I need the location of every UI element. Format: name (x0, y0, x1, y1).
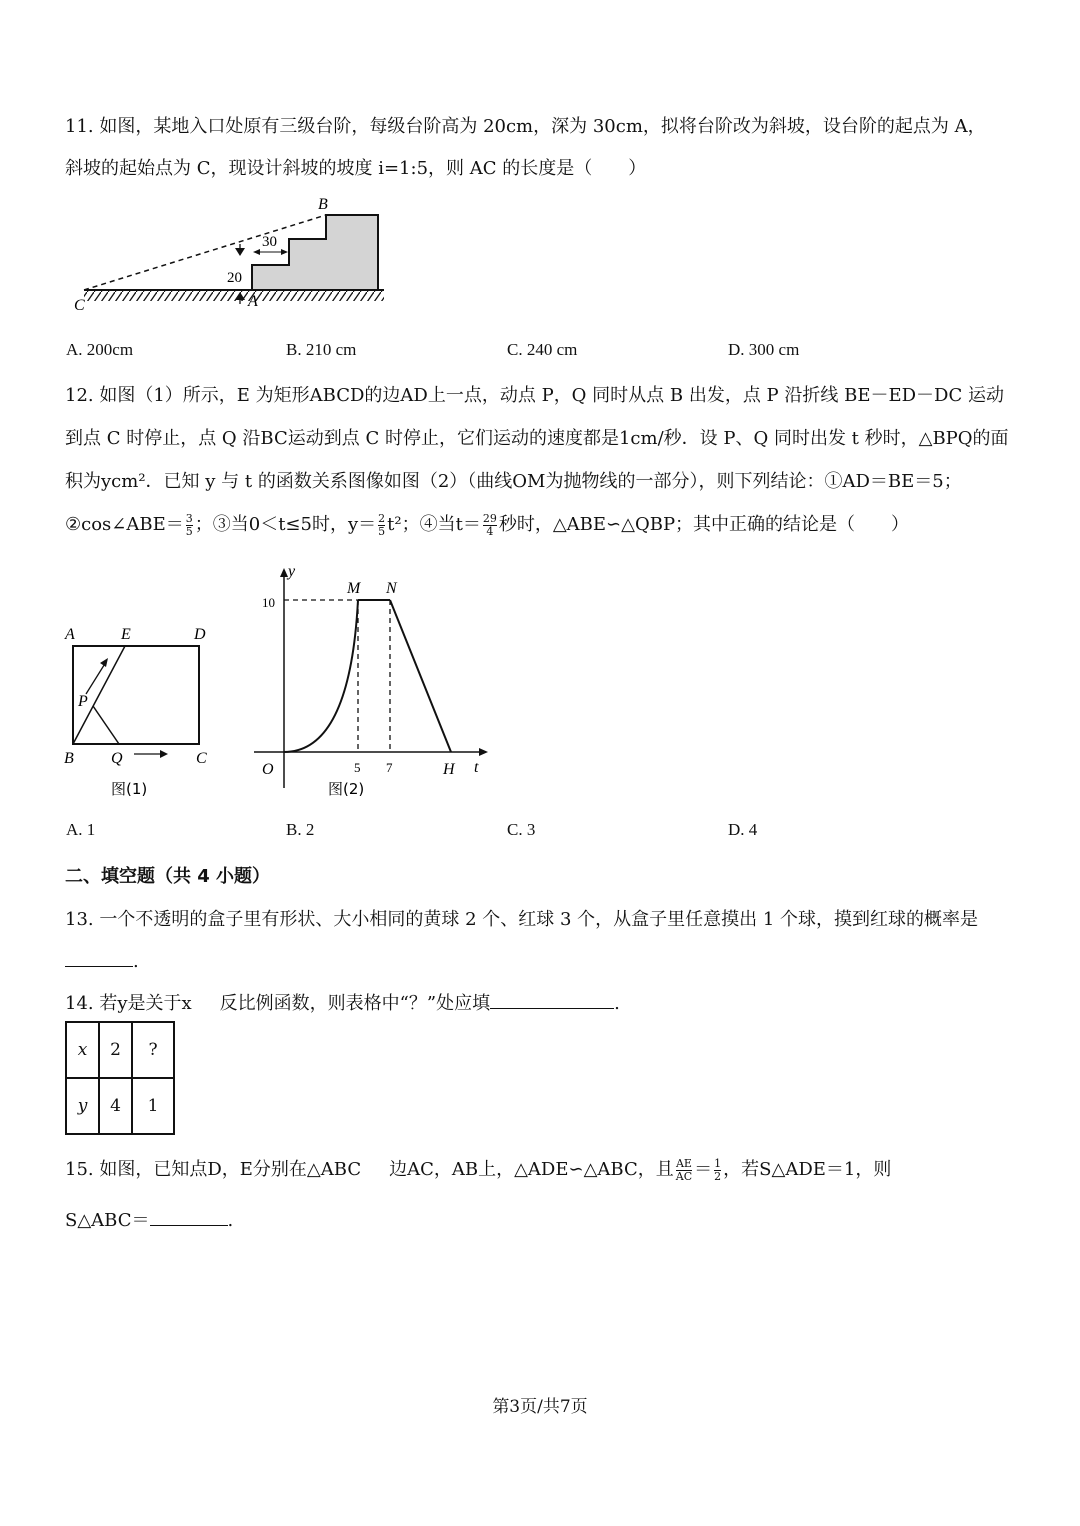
q12-line1: 12. 如图（1）所示，E 为矩形ABCD的边AD上一点，动点 P，Q 同时从点 B 出发，点 P 沿折线 BE－ED－DC 运动 (65, 385, 1004, 406)
rectangle-abcd (73, 646, 199, 744)
frac-ac: AC (675, 1169, 693, 1183)
half-den: 2 (714, 1169, 722, 1183)
tick-5: 5 (354, 760, 361, 775)
label-c: C (74, 297, 85, 314)
q13-end: . (133, 951, 139, 972)
table-row-x (66, 1022, 174, 1078)
q15-text-c: ＝ (694, 1159, 713, 1180)
cell-y-2: 1 (132, 1078, 174, 1134)
segment-nh (390, 600, 451, 752)
q12-choice-a: A. 1 (66, 820, 96, 839)
segment-pq (93, 706, 119, 744)
label-t: t (474, 759, 479, 776)
caption-fig2: 图(2) (328, 780, 365, 798)
q14-text-a: 14. 若y是关于x (65, 993, 192, 1014)
caption-fig1: 图(1) (111, 780, 148, 798)
cos-den: 5 (185, 524, 193, 538)
q15-end: . (227, 1210, 234, 1231)
label-d: D (194, 626, 206, 643)
q11-choice-c: C. 240 cm (507, 340, 578, 359)
frac-ae: AE (675, 1156, 692, 1170)
y-num: 2 (378, 511, 386, 525)
q12-line4-c: t²；④当t＝ (387, 514, 481, 535)
label-a: A (248, 293, 258, 310)
cell-x-label: x (66, 1022, 99, 1078)
q11-line2: 斜坡的起始点为 C，现设计斜坡的坡度 i=1:5，则 AC 的长度是（ ） (65, 158, 647, 179)
q11-choice-a: A. 200cm (66, 340, 134, 359)
label-y: y (288, 563, 296, 580)
cell-x-1: 2 (99, 1022, 132, 1078)
tick-7: 7 (386, 760, 393, 775)
t-fraction (483, 513, 497, 538)
cos-fraction (186, 513, 193, 538)
y-fraction (378, 513, 385, 538)
q14-text-b: 反比例函数，则表格中“？”处应填 (219, 993, 491, 1014)
q11-line1: 11. 如图，某地入口处原有三级台阶，每级台阶高为 20cm，深为 30cm，拟将台阶改为斜坡，设台阶的起点为 A， (65, 116, 986, 137)
label-depth-30: 30 (262, 234, 277, 250)
q14-end: . (614, 993, 620, 1014)
q15-answer-blank[interactable] (150, 1209, 228, 1226)
label-m: M (347, 580, 361, 597)
label-b: B (64, 750, 74, 767)
half-fraction (714, 1158, 721, 1183)
label-c: C (196, 750, 207, 767)
label-e: E (121, 626, 131, 643)
label-h: H (443, 761, 455, 778)
label-n: N (386, 580, 397, 597)
label-o: O (262, 761, 274, 778)
t-num: 29 (482, 511, 497, 525)
label-height-20: 20 (227, 270, 242, 286)
q13-answer-blank[interactable] (65, 950, 133, 967)
q12-line4-d: 秒时，△ABE∽△QBP；其中正确的结论是（ ） (498, 514, 910, 535)
q12-choice-c: C. 3 (507, 820, 536, 839)
q12-figure-1-rectangle (56, 620, 226, 805)
cell-y-label: y (66, 1078, 99, 1134)
q12-line4-b: ；③当0＜t≤5时，y＝ (194, 514, 377, 535)
section-2-heading: 二、填空题（共 4 小题） (65, 866, 271, 887)
q11-choice-b: B. 210 cm (286, 340, 357, 359)
q14-line (65, 989, 620, 1015)
q13-answer-line (65, 950, 139, 972)
q11-staircase-figure (66, 192, 396, 317)
q12-choice-d: D. 4 (728, 820, 758, 839)
q15-line2-text: S△ABC＝ (65, 1210, 150, 1231)
table-row-y (66, 1078, 174, 1134)
q15-line2 (65, 1206, 233, 1232)
q14-answer-blank[interactable] (490, 992, 614, 1009)
label-a: A (65, 626, 75, 643)
cell-y-1: 4 (99, 1078, 132, 1134)
q11-choice-d: D. 300 cm (728, 340, 800, 359)
q12-line3: 积为ycm²．已知 y 与 t 的函数关系图像如图（2）（曲线OM为抛物线的一部分），则下列结论：①AD＝BE＝5； (65, 471, 962, 492)
q14-table (65, 1021, 175, 1135)
q15-text-b: 边AC，AB上，△ADE∽△ABC，且 (389, 1159, 674, 1180)
tick-10: 10 (262, 595, 275, 610)
q15-text-a: 15. 如图，已知点D，E分别在△ABC (65, 1159, 362, 1180)
cos-num: 3 (185, 511, 193, 525)
page-number: 第3页/共7页 (492, 1397, 588, 1417)
q15-line1 (65, 1155, 891, 1183)
curve-om (284, 600, 358, 752)
cell-x-2: ? (132, 1022, 174, 1078)
q12-line4-a: ②cos∠ABE＝ (65, 514, 184, 535)
q12-line2: 到点 C 时停止，点 Q 沿BC运动到点 C 时停止，它们运动的速度都是1cm/秒．设 P、Q 同时出发 t 秒时，△BPQ的面 (65, 428, 1009, 449)
y-den: 5 (378, 524, 386, 538)
label-q: Q (111, 750, 123, 767)
q12-choice-b: B. 2 (286, 820, 315, 839)
q12-line4 (65, 510, 909, 538)
t-den: 4 (486, 524, 494, 538)
half-num: 1 (714, 1156, 722, 1170)
label-b: B (318, 196, 328, 213)
q12-figure-2-graph (250, 560, 495, 805)
ae-ac-fraction (676, 1158, 692, 1183)
q15-text-d: ，若S△ADE＝1，则 (723, 1159, 892, 1180)
q13-line1: 13. 一个不透明的盒子里有形状、大小相同的黄球 2 个、红球 3 个，从盒子里任意摸出 1 个球，摸到红球的概率是 (65, 909, 979, 930)
label-p: P (78, 693, 88, 710)
